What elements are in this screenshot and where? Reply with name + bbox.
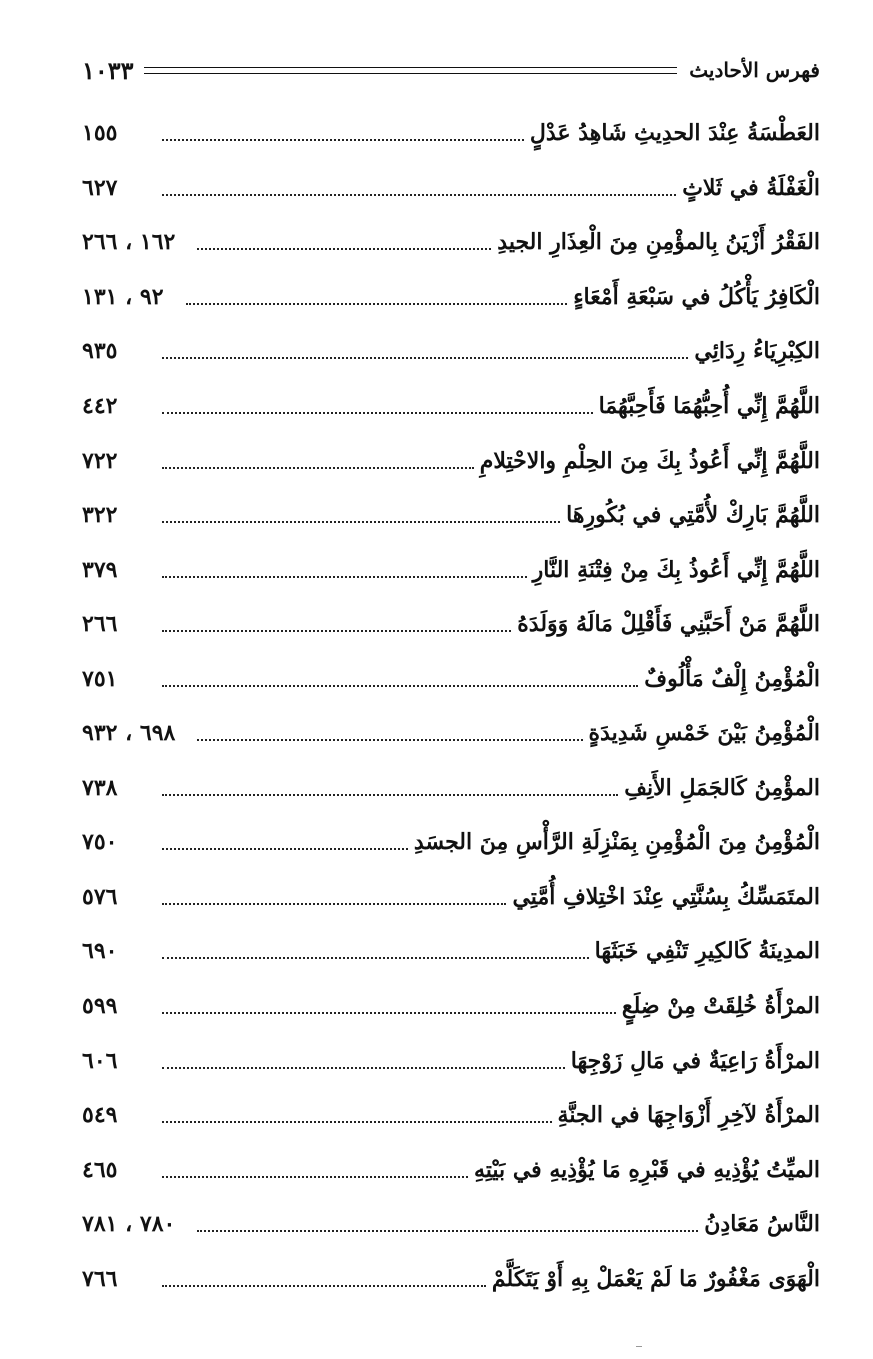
page-reference: ٤٤٢: [82, 393, 118, 419]
dot-leader: [197, 248, 491, 250]
list-item: [82, 1142, 820, 1197]
hadith-text: الْغَفْلَةُ في ثَلاثٍ: [682, 174, 820, 201]
dot-leader: [162, 412, 593, 414]
list-item: [82, 761, 820, 816]
page-reference: ٥٧٦: [82, 883, 118, 910]
header-double-rule: [144, 67, 678, 74]
hadith-text: المتَمَسِّكُ بِسُنَّتِي عِنْدَ اخْتِلافِ أُمَّتِي: [512, 883, 820, 910]
page-reference: ٩٢ ، ١٣١: [82, 283, 164, 310]
dot-leader: [162, 685, 638, 687]
hadith-text: اللَّهُمَّ مَنْ أَحَبَّنِي فَأَقْلِلْ مَالَهُ وَوَلَدَهُ: [517, 611, 820, 638]
list-item: [82, 488, 820, 543]
dot-leader: [162, 521, 560, 523]
hadith-text: المدِينَةُ كَالكِيرِ تَنْفِي خَبَثَهَا: [594, 938, 820, 965]
hadith-text: الْمُؤْمِنُ بَيْنَ خَمْسِ شَدِيدَةٍ: [588, 720, 820, 747]
list-item: [82, 1033, 820, 1088]
dot-leader: [162, 903, 506, 905]
hadith-text: المرْأَةُ لآخِرِ أَزْوَاجِهَا في الجنَّةِ: [557, 1102, 820, 1129]
page-reference: ٧٢٢: [82, 447, 118, 474]
list-item: [82, 870, 820, 925]
dot-leader: [162, 1121, 552, 1123]
hadith-text: الميِّتُ يُؤْذِيهِ في قَبْرِهِ مَا يُؤْذِيهِ في بَيْتِهِ: [473, 1156, 820, 1183]
dot-leader: [186, 303, 568, 305]
list-item: [82, 815, 820, 870]
hadith-text: اللَّهُمَّ إِنِّي أَعُوذُ بِكَ مِنْ فِتْنَةِ النَّارِ: [532, 556, 820, 583]
list-item: [82, 324, 820, 379]
page-reference: ٧٨٠ ، ٧٨١: [82, 1211, 176, 1238]
hadith-text: الْمُؤْمِنُ إِلْفٌ مَأْلُوفٌ: [644, 665, 820, 692]
dot-leader: [162, 1067, 565, 1069]
list-item: [82, 597, 820, 652]
page-reference: ٦٢٧: [82, 174, 118, 201]
dot-leader: [162, 576, 527, 578]
hadith-text: العَطْسَةُ عِنْدَ الحدِيثِ شَاهِدُ عَدْلٍ: [529, 120, 820, 147]
list-item: [82, 979, 820, 1034]
page-reference: ٧٥١: [82, 665, 118, 692]
page-reference: ٢٦٦: [82, 611, 118, 638]
dot-leader: [162, 630, 511, 632]
hadith-text: الْمُؤْمِنُ مِنَ الْمُؤْمِنِ بِمَنْزِلَةِ الرَّأْسِ مِنَ الجسَدِ: [413, 829, 820, 856]
dot-leader: [162, 1285, 486, 1287]
list-item: [82, 651, 820, 706]
dot-leader: [162, 957, 589, 959]
page-reference: ٧٦٦: [82, 1265, 118, 1292]
list-item: [82, 1251, 820, 1306]
list-item: [82, 379, 820, 434]
list-item: [82, 270, 820, 325]
header-title: فهرس الأحاديث: [689, 58, 820, 82]
hadith-text: اللَّهُمَّ إِنِّي أُحِبُّهُمَا فَأَحِبَّهُمَا: [598, 393, 820, 419]
dot-leader: [162, 794, 618, 796]
hadith-text: النَّاسُ مَعَادِنُ: [704, 1211, 820, 1238]
page-reference: ٣٧٩: [82, 556, 118, 583]
hadith-index-list: [82, 106, 820, 1306]
list-item: [82, 1197, 820, 1252]
hadith-text: المؤْمِنُ كَالجَمَلِ الأَنِفِ: [624, 774, 820, 801]
hadith-text: الْهَوَى مَغْفُورٌ مَا لَمْ يَعْمَلْ بِهِ أَوْ يَتَكَلَّمْ: [491, 1265, 820, 1292]
list-item: [82, 433, 820, 488]
page-reference: ٤٦٥: [82, 1156, 118, 1183]
hadith-text: الكِبْرِيَاءُ رِدَائِي: [694, 338, 820, 365]
dot-leader: [162, 1176, 468, 1178]
list-item: [82, 161, 820, 216]
dot-leader: [162, 848, 408, 850]
hadith-text: المرْأَةُ خُلِقَتْ مِنْ ضِلَعٍ: [621, 993, 820, 1020]
page-reference: ٦٩٨ ، ٩٣٢: [82, 720, 176, 747]
hadith-text: اللَّهُمَّ بَارِكْ لأُمَّتِي في بُكُورِهَا: [566, 502, 820, 529]
dot-leader: [197, 1230, 698, 1232]
page-reference: ٥٤٩: [82, 1102, 118, 1129]
hadith-text: الْكَافِرُ يَأْكُلُ في سَبْعَةِ أَمْعَاءٍ: [573, 283, 820, 310]
dot-leader: [162, 139, 524, 141]
page-number: ١٠٣٣: [82, 55, 134, 85]
list-item: [82, 215, 820, 270]
page-reference: ٧٣٨: [82, 774, 118, 801]
page-reference: ٧٥٠: [82, 829, 118, 856]
page-reference: ٦٩٠: [82, 938, 118, 965]
list-item: [82, 706, 820, 761]
list-item: [82, 924, 820, 979]
hadith-text: المرْأَةُ رَاعِيَةٌ في مَالِ زَوْجِهَا: [570, 1047, 820, 1074]
list-item: [82, 1088, 820, 1143]
printer-mark: [636, 1346, 642, 1347]
list-item: [82, 106, 820, 161]
dot-leader: [162, 467, 474, 469]
list-item: [82, 542, 820, 597]
page-reference: ٣٢٢: [82, 502, 118, 529]
dot-leader: [162, 194, 676, 196]
page-reference: ١٥٥: [82, 120, 118, 147]
running-header: [82, 48, 820, 92]
page-reference: ٦٠٦: [82, 1047, 118, 1074]
hadith-text: اللَّهُمَّ إِنِّي أَعُوذُ بِكَ مِنَ الحِلْمِ والاحْتِلامِ: [479, 447, 820, 474]
dot-leader: [162, 357, 688, 359]
page-reference: ٥٩٩: [82, 993, 118, 1020]
page-reference: ٩٣٥: [82, 338, 118, 365]
hadith-text: الفَقْرُ أَزْيَنُ بِالمؤْمِنِ مِنَ الْعِذَارِ الجيدِ: [497, 229, 820, 256]
page-reference: ١٦٢ ، ٢٦٦: [82, 229, 176, 256]
dot-leader: [197, 739, 582, 741]
dot-leader: [162, 1012, 616, 1014]
